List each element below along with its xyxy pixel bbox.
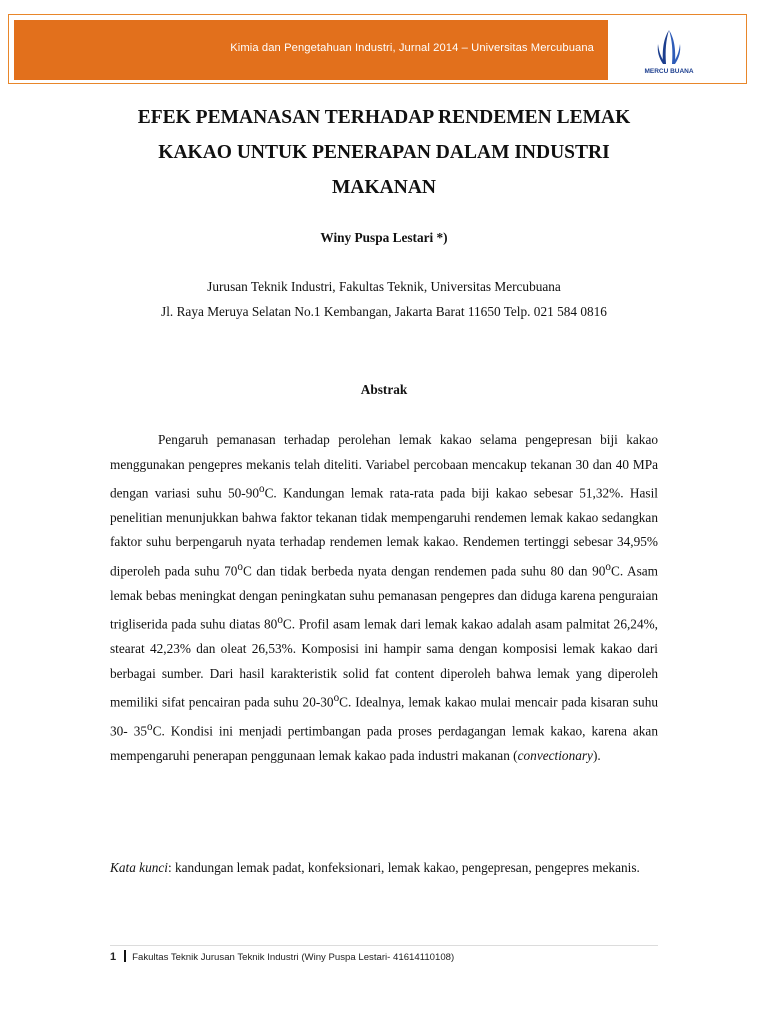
degree-mark: o	[147, 721, 153, 734]
abstract-text: C. Profil asam lemak dari lemak kakao adalah asam palmitat 26,24%, stearat 42,23% dan oleat 26,53%. Komposisi ini hampir sama dengan komposisi lemak kakao dari berbagai sumber. Dari hasil karakteristik solid fat content diperoleh bahwa lemak yang diperoleh memiliki sifat pencairan pada suhu 20-30	[110, 616, 658, 710]
abstract-text: C dan tidak berbeda nyata dengan rendemen pada suhu 80 dan 90	[242, 563, 606, 579]
abstract-text: C. Kandungan lemak rata-rata pada biji kakao sebesar 51,32%. Hasil penelitian menunjukkan bahwa faktor tekanan tidak mempengaruhi rendemen lemak kakao sedangkan faktor suhu berpengaruh nyata terhadap rendemen lemak kakao. Rendemen tertinggi sebesar 34,95% diperoleh pada suhu 70	[110, 485, 658, 579]
degree-mark: o	[333, 692, 340, 705]
keywords-label: Kata kunci	[110, 860, 168, 875]
title-line: MAKANAN	[332, 177, 436, 198]
footer-separator	[124, 950, 126, 962]
journal-header-band	[14, 20, 608, 80]
footer-divider	[110, 945, 658, 946]
author-name: Winy Puspa Lestari *)	[320, 230, 448, 245]
degree-mark: o	[605, 560, 611, 573]
italic-term: convectionary	[517, 748, 593, 764]
abstract-text: C. Idealnya, lemak kakao mulai mencair pada kisaran suhu 30- 35	[110, 694, 659, 739]
journal-name: Kimia dan Pengetahuan Industri, Jurnal 2014 – Universitas Mercubuana	[230, 42, 594, 54]
university-logo	[636, 30, 702, 78]
footer-text: Fakultas Teknik Jurusan Teknik Industri (Winy Puspa Lestari- 41614110108)	[132, 952, 455, 963]
abstract-text: Pengaruh pemanasan terhadap perolehan lemak kakao selama pengepresan biji kakao menggunakan pengepres mekanis telah diteliti. Variabel percobaan mencakup tekanan 30 dan 40 MPa dengan variasi suhu 50-90	[110, 432, 658, 501]
abstract-body	[110, 428, 658, 769]
logo-text: MERCU BUANA	[644, 68, 694, 75]
title-line: KAKAO UNTUK PENERAPAN DALAM INDUSTRI	[158, 142, 610, 163]
degree-mark: o	[277, 614, 283, 627]
abstract-heading: Abstrak	[360, 382, 408, 397]
degree-mark: o	[259, 483, 265, 495]
keywords	[110, 856, 658, 881]
affiliation-address: Jl. Raya Meruya Selatan No.1 Kembangan, Jakarta Barat 11650 Telp. 021 584 0816	[161, 304, 607, 319]
degree-mark: o	[237, 560, 243, 573]
paper-title	[90, 100, 678, 205]
keywords-text: : kandungan lemak padat, konfeksionari, lemak kakao, pengepresan, pengepres mekanis.	[167, 860, 640, 875]
page-number: 1	[110, 951, 117, 963]
affiliation-department: Jurusan Teknik Industri, Fakultas Teknik, Universitas Mercubuana	[207, 279, 561, 294]
title-line: EFEK PEMANASAN TERHADAP RENDEMEN LEMAK	[137, 107, 631, 128]
abstract-text: ).	[592, 748, 601, 764]
abstract-text: C. Asam lemak bebas meningkat dengan peningkatan suhu pemanasan pengepres dan diduga karena penguraian trigliserida pada suhu diatas 80	[110, 563, 658, 632]
abstract-text: C. Kondisi ini menjadi pertimbangan pada proses perdagangan lemak kakao, karena akan mempengaruhi penerapan penggunaan lemak kakao pada industri makanan (	[110, 723, 658, 764]
page-footer	[110, 950, 454, 963]
logo-emblem-icon	[654, 30, 684, 66]
